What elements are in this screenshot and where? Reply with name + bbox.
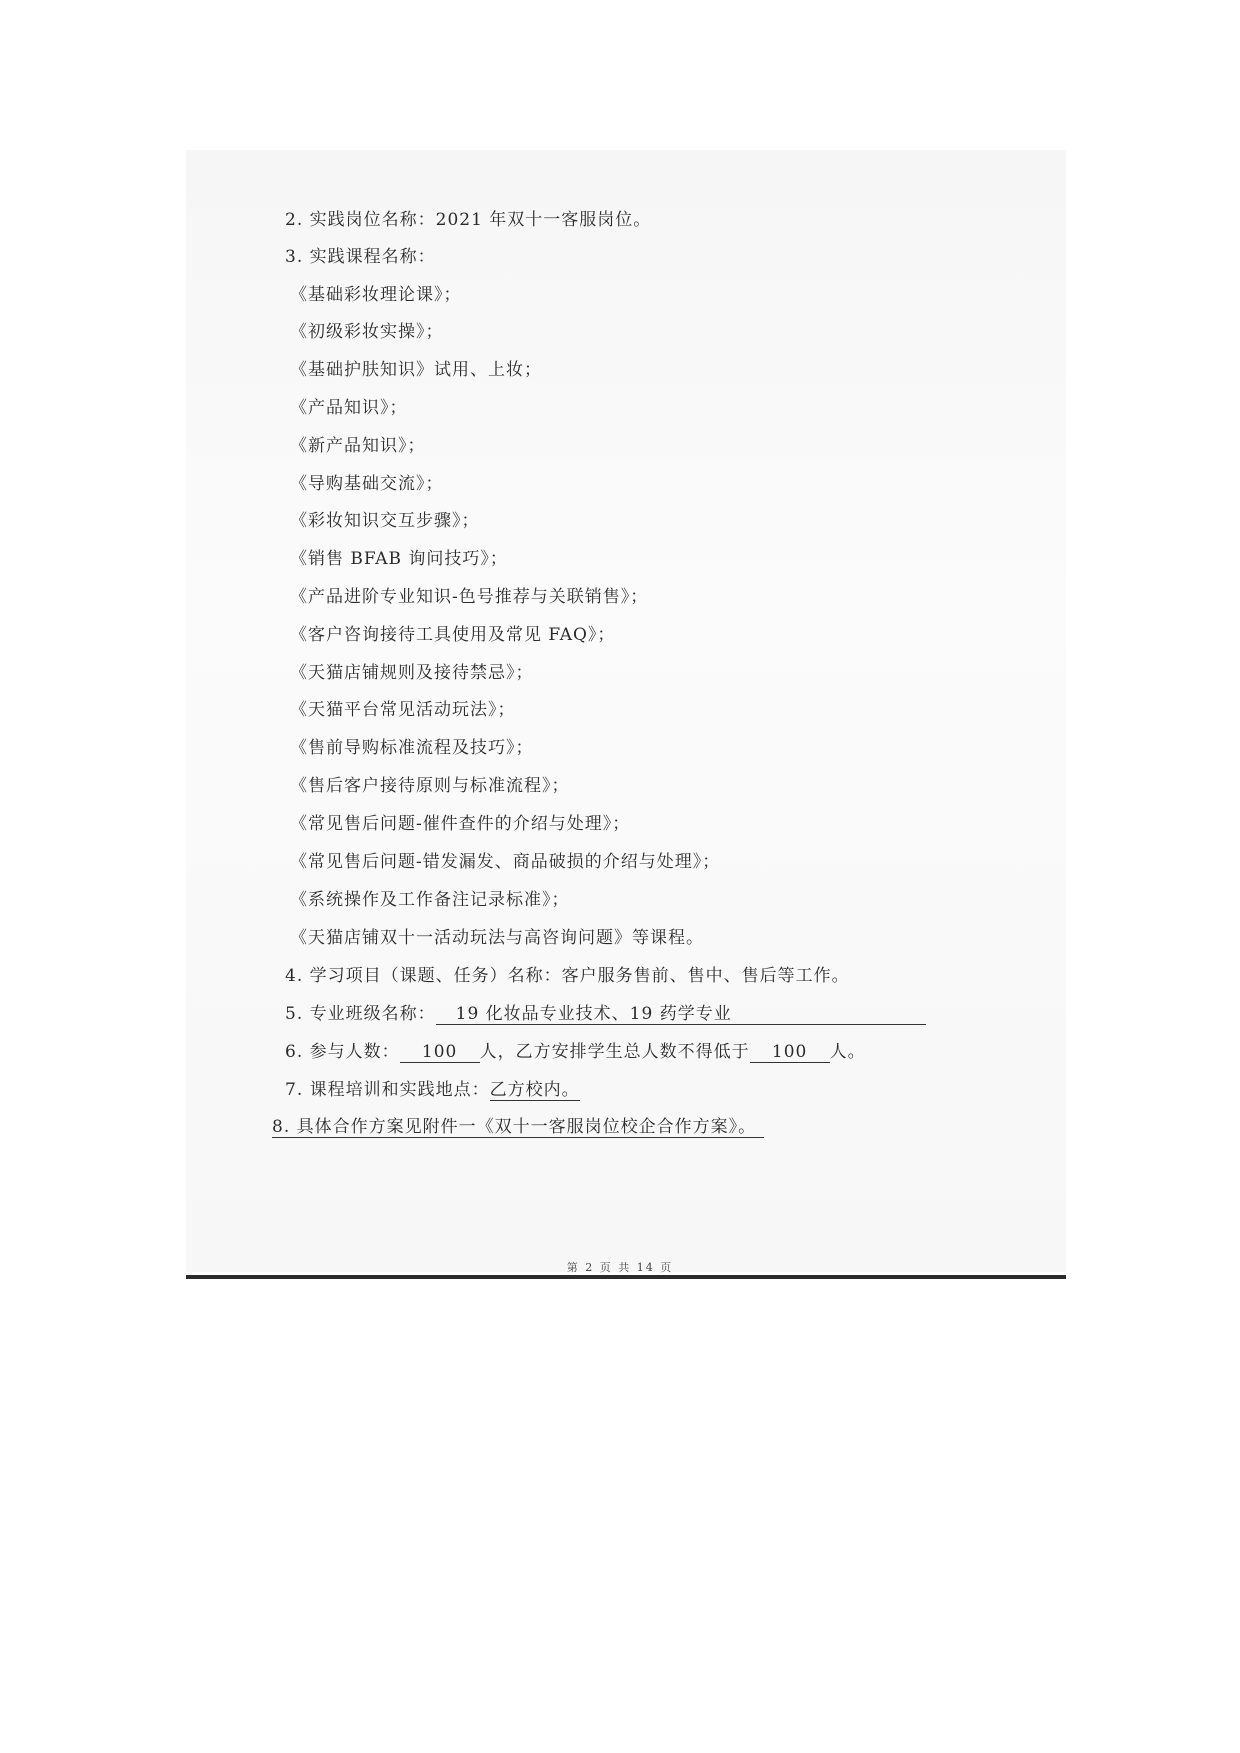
course-item: 《初级彩妆实操》； [290, 322, 444, 342]
course-item: 《常见售后问题-错发漏发、商品破损的介绍与处理》； [290, 852, 721, 872]
item-7-location [285, 1080, 580, 1100]
page-number: 第 2 页 共 14 页 [566, 1261, 674, 1274]
course-item: 《售后客户接待原则与标准流程》； [290, 776, 570, 796]
item-4-project-name: 4. 学习项目（课题、任务）名称：客户服务售前、售中、售后等工作。 [285, 966, 850, 986]
course-item: 《基础护肤知识》试用、上妆； [290, 360, 542, 380]
item-6-middle-text: 人，乙方安排学生总人数不得低于 [479, 1042, 750, 1062]
item-7-label: 7. 课程培训和实践地点： [285, 1080, 490, 1100]
course-item: 《天猫平台常见活动玩法》； [290, 700, 516, 720]
course-item: 《售前导购标准流程及技巧》； [290, 738, 534, 758]
item-6-label: 6. 参与人数： [285, 1042, 400, 1062]
item-8-cooperation-plan [272, 1117, 764, 1137]
course-item: 《客户咨询接待工具使用及常见 FAQ》； [290, 625, 616, 645]
item-5-value: 19 化妆品专业技术、19 药学专业 [436, 1004, 926, 1025]
item-3-course-heading: 3. 实践课程名称： [285, 247, 436, 267]
minimum-student-count: 100 [750, 1042, 830, 1063]
course-item: 《常见售后问题-催件查件的介绍与处理》； [290, 814, 631, 834]
item-2-position-name: 2. 实践岗位名称：2021 年双十一客服岗位。 [285, 210, 652, 230]
item-8-text: 8. 具体合作方案见附件一《双十一客服岗位校企合作方案》。 [272, 1117, 764, 1138]
course-item: 《产品知识》； [290, 398, 408, 418]
course-item: 《导购基础交流》； [290, 474, 444, 494]
item-7-value: 乙方校内。 [489, 1080, 580, 1100]
course-item: 《彩妆知识交互步骤》； [290, 511, 480, 531]
course-item: 《系统操作及工作备注记录标准》； [290, 890, 570, 910]
course-item: 《天猫店铺双十一活动玩法与高咨询问题》等课程。 [290, 928, 704, 948]
item-6-end-text: 人。 [829, 1042, 866, 1062]
item-5-label: 5. 专业班级名称： [285, 1004, 436, 1024]
item-5-class-name [285, 1004, 926, 1025]
footer-divider [186, 1275, 1066, 1279]
item-6-participants [285, 1042, 866, 1063]
course-item: 《新产品知识》； [290, 436, 426, 456]
course-item: 《天猫店铺规则及接待禁忌》； [290, 663, 534, 683]
course-item: 《销售 BFAB 询问技巧》； [290, 549, 508, 569]
course-item: 《产品进阶专业知识-色号推荐与关联销售》； [290, 587, 649, 607]
participant-count: 100 [400, 1042, 480, 1063]
course-item: 《基础彩妆理论课》； [290, 285, 462, 305]
